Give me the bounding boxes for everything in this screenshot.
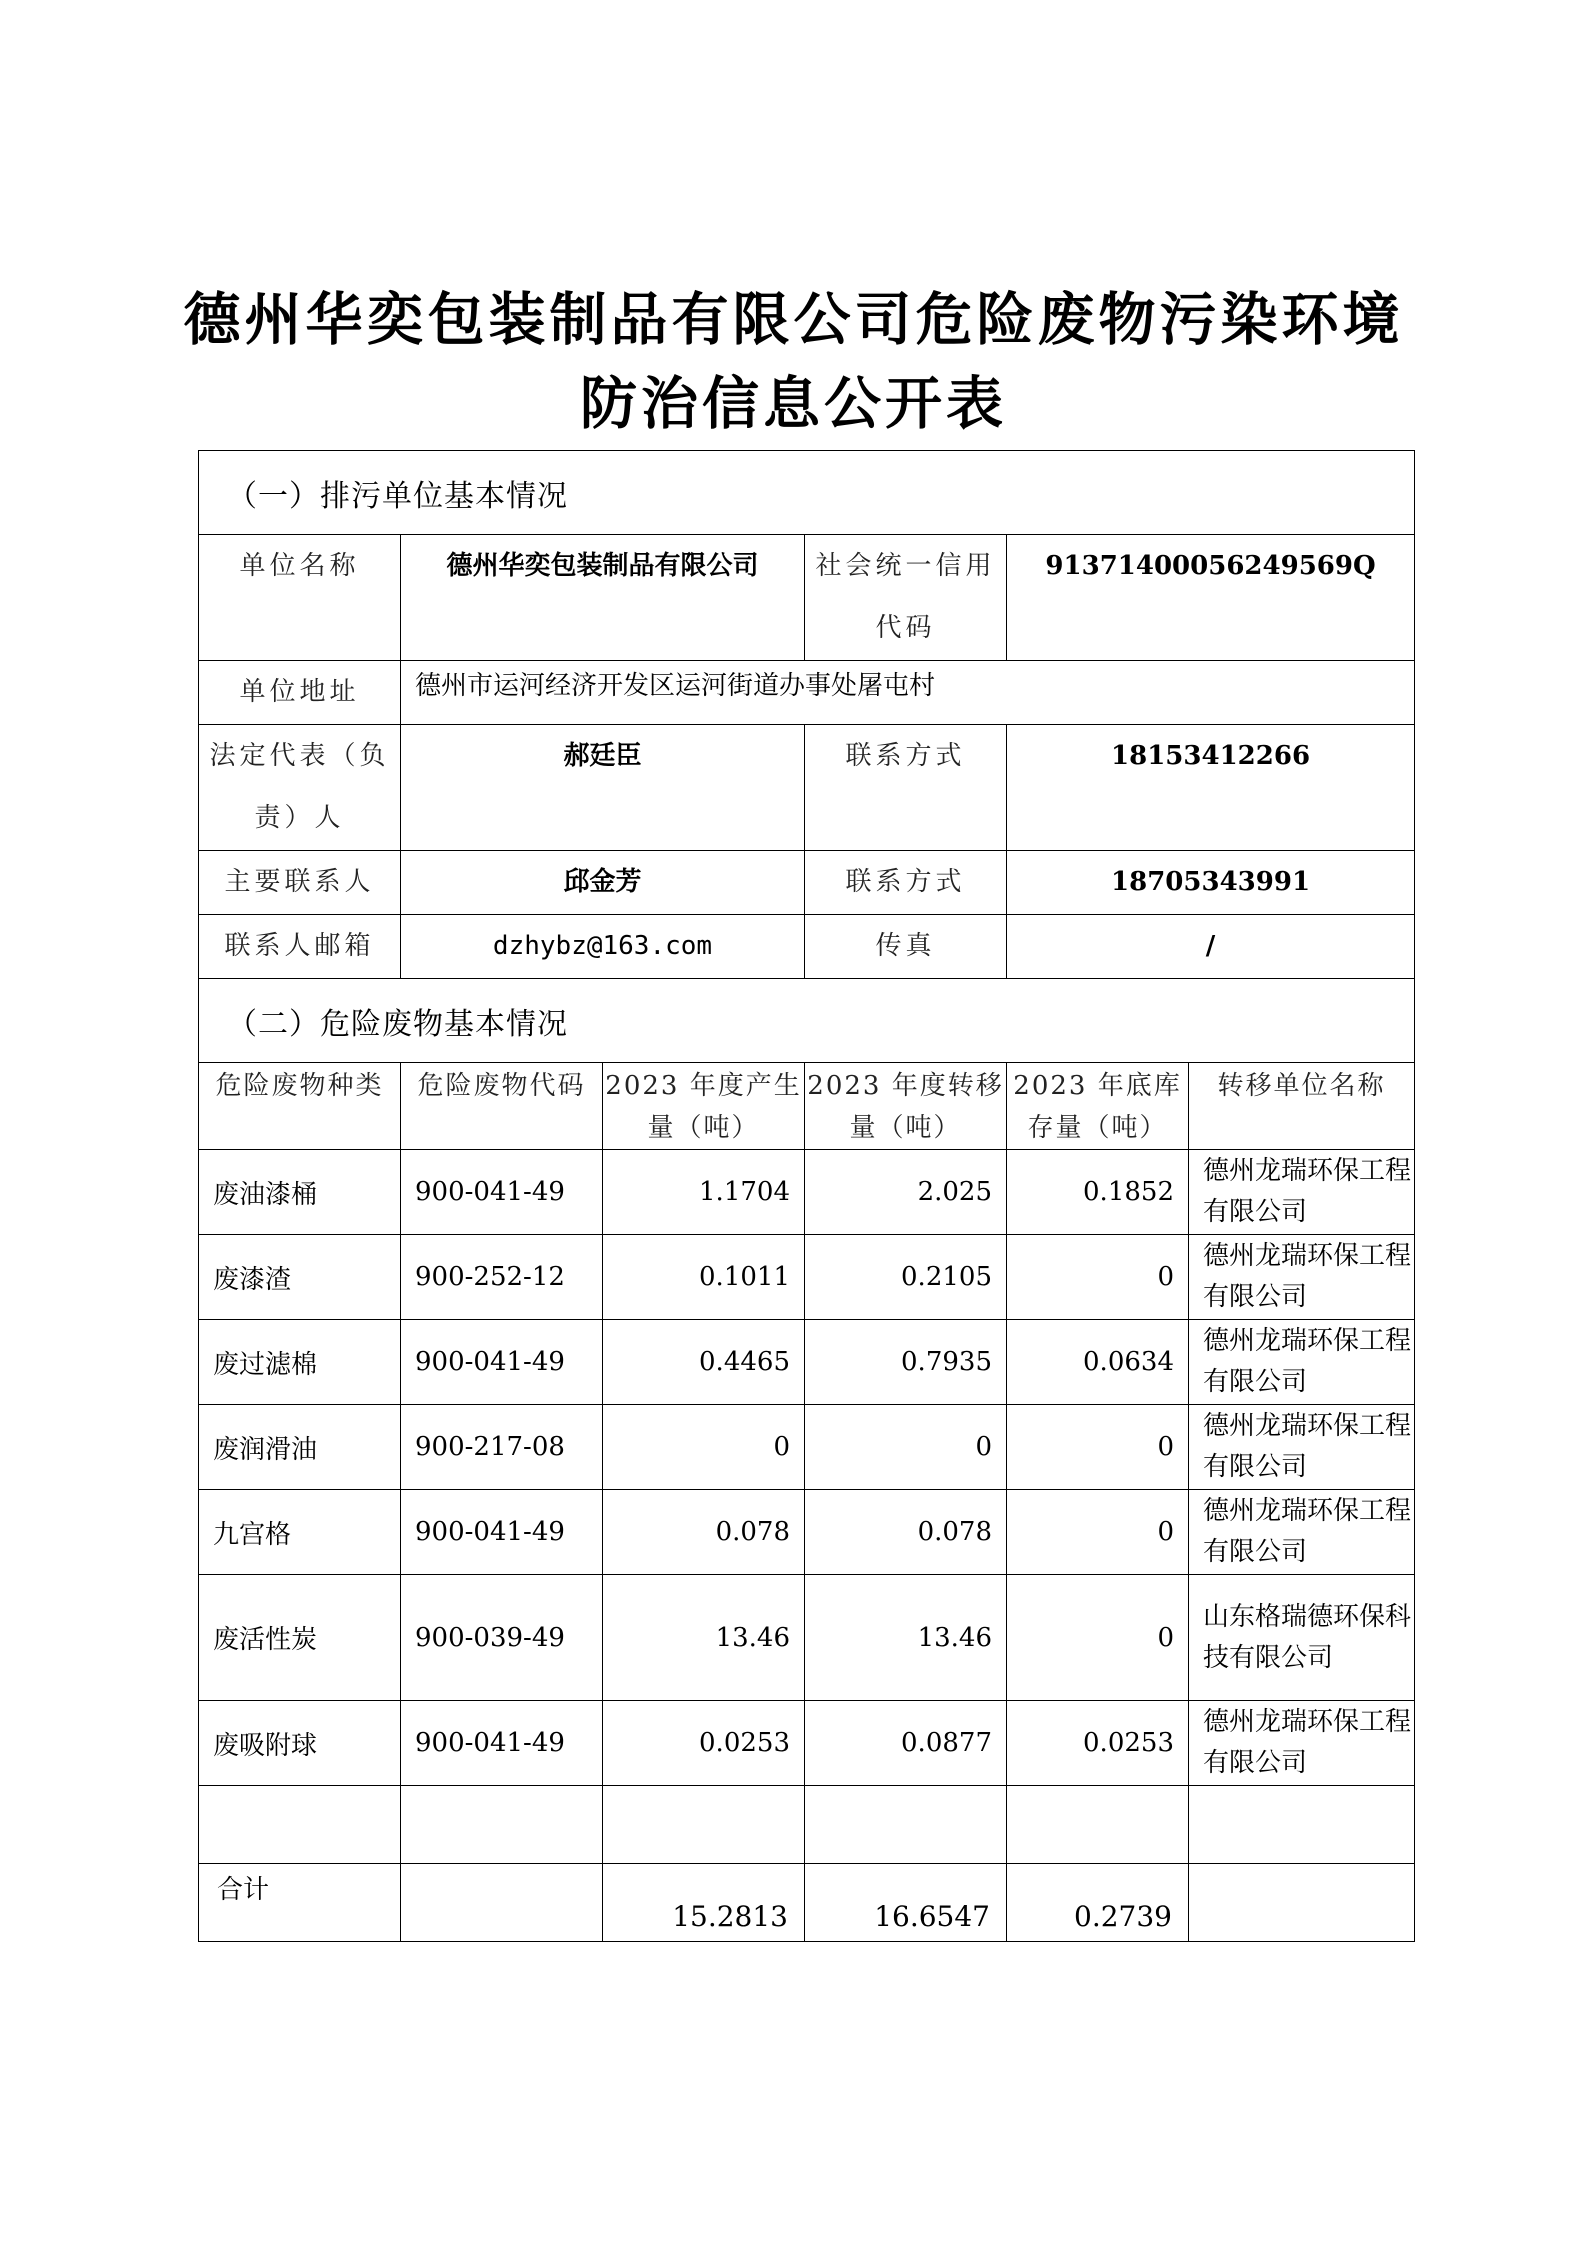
main-contact-label: 主要联系人 [199,851,401,915]
cell-generated: 13.46 [603,1575,805,1701]
waste-row [199,1575,1415,1701]
address-label: 单位地址 [199,661,401,725]
header-stock: 2023 年底库存量（吨） [1007,1063,1189,1150]
fax-value: / [1007,915,1415,979]
blank-cell [401,1786,603,1864]
cell-generated: 0.078 [603,1490,805,1575]
cell-transferred: 2.025 [805,1150,1007,1235]
waste-row [199,1490,1415,1575]
cell-waste-type: 废漆渣 [199,1235,401,1320]
email-label: 联系人邮箱 [199,915,401,979]
cell-generated: 1.1704 [603,1150,805,1235]
header-waste-type: 危险废物种类 [199,1063,401,1150]
cell-waste-type: 废吸附球 [199,1701,401,1786]
cell-waste-code: 900-041-49 [401,1320,603,1405]
section1-heading: （一）排污单位基本情况 [199,451,1415,535]
cell-receiver: 德州龙瑞环保工程有限公司 [1189,1701,1415,1786]
blank-cell [805,1786,1007,1864]
contact1-value: 18153412266 [1007,725,1415,851]
document-title-line2: 防治信息公开表 [580,370,1007,437]
total-receiver-cell [1189,1864,1415,1942]
section2-heading: （二）危险废物基本情况 [199,979,1415,1063]
waste-row [199,1405,1415,1490]
cell-transferred: 0 [805,1405,1007,1490]
total-code-cell [401,1864,603,1942]
cell-waste-code: 900-041-49 [401,1150,603,1235]
cell-generated: 0.1011 [603,1235,805,1320]
cell-waste-code: 900-041-49 [401,1701,603,1786]
credit-code-label: 社会统一信用代码 [805,535,1007,661]
cell-stock: 0 [1007,1575,1189,1701]
contact2-value: 18705343991 [1007,851,1415,915]
cell-stock: 0 [1007,1235,1189,1320]
cell-waste-type: 九宫格 [199,1490,401,1575]
contact1-label: 联系方式 [805,725,1007,851]
document-title-line1: 德州华奕包装制品有限公司危险废物污染环境 [183,286,1404,353]
total-generated: 15.2813 [603,1864,805,1942]
cell-stock: 0.1852 [1007,1150,1189,1235]
fax-label: 传真 [805,915,1007,979]
cell-waste-type: 废活性炭 [199,1575,401,1701]
cell-transferred: 0.7935 [805,1320,1007,1405]
cell-stock: 0.0253 [1007,1701,1189,1786]
waste-row [199,1150,1415,1235]
cell-stock: 0 [1007,1490,1189,1575]
waste-row [199,1701,1415,1786]
cell-stock: 0.0634 [1007,1320,1189,1405]
cell-waste-code: 900-252-12 [401,1235,603,1320]
cell-generated: 0.0253 [603,1701,805,1786]
cell-transferred: 0.078 [805,1490,1007,1575]
cell-waste-code: 900-039-49 [401,1575,603,1701]
header-waste-code: 危险废物代码 [401,1063,603,1150]
unit-name-value: 德州华奕包装制品有限公司 [401,535,805,661]
header-receiver: 转移单位名称 [1189,1063,1415,1150]
total-stock: 0.2739 [1007,1864,1189,1942]
waste-row [199,1320,1415,1405]
cell-transferred: 13.46 [805,1575,1007,1701]
credit-code-value: 91371400056249569Q [1007,535,1415,661]
cell-waste-type: 废润滑油 [199,1405,401,1490]
blank-cell [1007,1786,1189,1864]
waste-rows [199,1150,1415,1786]
cell-receiver: 德州龙瑞环保工程有限公司 [1189,1405,1415,1490]
total-label: 合计 [199,1864,401,1942]
disclosure-table [198,450,1415,1942]
cell-generated: 0.4465 [603,1320,805,1405]
cell-stock: 0 [1007,1405,1189,1490]
cell-transferred: 0.0877 [805,1701,1007,1786]
cell-generated: 0 [603,1405,805,1490]
cell-transferred: 0.2105 [805,1235,1007,1320]
cell-receiver: 德州龙瑞环保工程有限公司 [1189,1235,1415,1320]
email-value: dzhybz@163.com [401,915,805,979]
blank-cell [1189,1786,1415,1864]
cell-receiver: 德州龙瑞环保工程有限公司 [1189,1490,1415,1575]
cell-waste-type: 废过滤棉 [199,1320,401,1405]
address-value: 德州市运河经济开发区运河街道办事处屠屯村 [401,661,1415,725]
contact2-label: 联系方式 [805,851,1007,915]
cell-waste-type: 废油漆桶 [199,1150,401,1235]
cell-waste-code: 900-041-49 [401,1490,603,1575]
cell-waste-code: 900-217-08 [401,1405,603,1490]
waste-row [199,1235,1415,1320]
total-transferred: 16.6547 [805,1864,1007,1942]
header-transferred: 2023 年度转移量（吨） [805,1063,1007,1150]
legal-rep-value: 郝廷臣 [401,725,805,851]
blank-cell [603,1786,805,1864]
legal-rep-label: 法定代表（负责）人 [199,725,401,851]
blank-cell [199,1786,401,1864]
header-generated: 2023 年度产生量（吨） [603,1063,805,1150]
cell-receiver: 山东格瑞德环保科技有限公司 [1189,1575,1415,1701]
main-contact-value: 邱金芳 [401,851,805,915]
cell-receiver: 德州龙瑞环保工程有限公司 [1189,1150,1415,1235]
cell-receiver: 德州龙瑞环保工程有限公司 [1189,1320,1415,1405]
unit-name-label: 单位名称 [199,535,401,661]
